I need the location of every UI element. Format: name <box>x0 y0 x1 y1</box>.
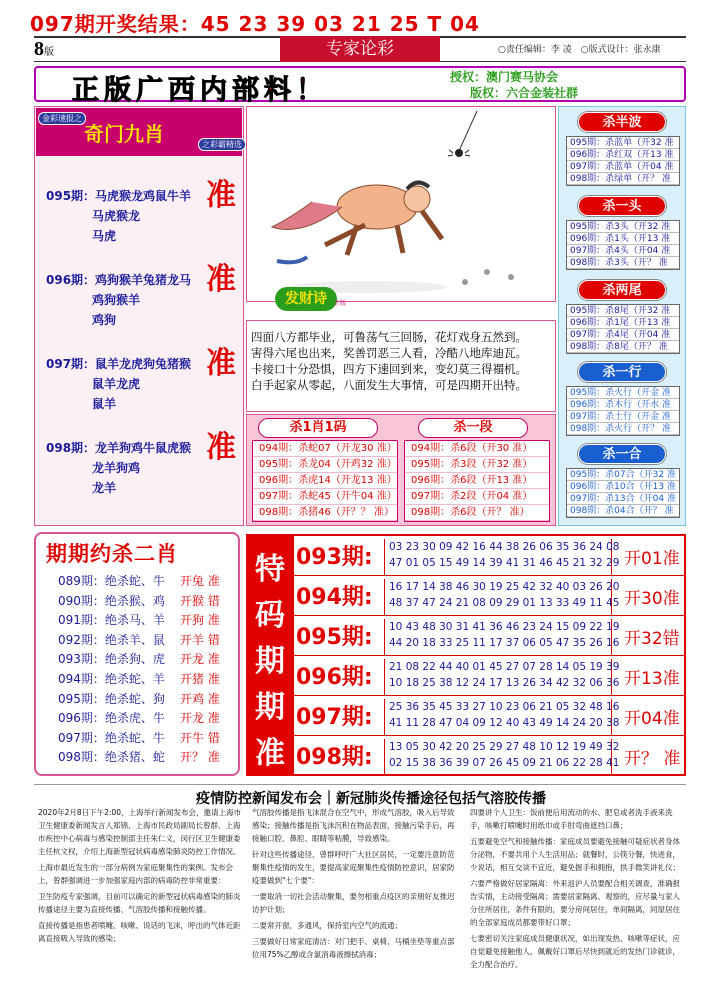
crawling-figure-image <box>247 107 556 302</box>
shaer-row <box>58 572 220 590</box>
tema-numbers-line: 10 18 25 38 12 24 17 13 26 34 42 32 06 36 <box>389 677 620 689</box>
news-paragraph: 一要取消一切社会活动聚集，要勿相重点疫区的亲朋好友推迟访护计划； <box>252 892 455 914</box>
tema-result: 开13准 <box>624 669 680 689</box>
tema-numbers-line: 21 08 22 44 40 01 45 27 07 28 14 05 19 39 <box>389 661 620 673</box>
news-paragraph: 二要常开窗，多通风，保持室内空气的流通； <box>252 921 402 930</box>
right-group-title: 杀半波 <box>578 112 666 132</box>
shaer-row <box>58 748 220 766</box>
qimen-tag-left: 金彩速报之 <box>38 112 86 125</box>
sha2-row: 097期：杀2段（开04 准） <box>405 489 549 505</box>
tema-numbers <box>384 579 620 615</box>
poem-badge: 发财诗 <box>275 287 337 311</box>
tema-row <box>294 656 684 696</box>
poem-line: 卡接口十分恐惧，四方下速回到来，变幻莫三得禤机。 <box>251 362 527 376</box>
qimen-line-2: 鸡狗猴羊 <box>92 293 141 307</box>
credits: ○责任编辑：李 凌 ○版式设计：张永康 <box>498 45 661 55</box>
news-column-3 <box>470 806 682 1002</box>
tema-numbers <box>384 699 620 735</box>
right-group-row: 097期：杀4尾（开04 准 <box>567 329 679 341</box>
sha2-row: 096期：杀6段（开13 准） <box>405 473 549 489</box>
news-paragraph: 直接传播是指患者喷嚏、咳嗽、说话的飞沫，呼出的气体近距离直接吸入导致的感染； <box>38 921 241 943</box>
right-group-list <box>566 304 680 354</box>
news-paragraph: 2020年2月8日下午2:00，上海举行新闻发布会，邀请上海市卫生健康委新闻发言人郑锦、上海市民政局副局长曾群、上海市疾控中心病毒与感染控制部主任朱仁义，闵行区卫生健康委主任杭文权，介绍上海新型冠状病毒感染肺炎防控工作情况。 <box>38 808 241 856</box>
tema-row <box>294 696 684 736</box>
poem-line: 四面八方都毕业，可鲁荡气三回肠，花灯戏身五然到。 <box>251 330 527 344</box>
shaer-result: 开？ 准 <box>180 750 220 765</box>
right-group-title: 杀两尾 <box>578 280 666 300</box>
poem-badge-small: 正版 <box>334 300 347 307</box>
tema-row <box>294 536 684 576</box>
tema-numbers-line: 47 01 05 15 49 14 39 41 31 46 45 21 32 29 <box>389 557 620 569</box>
shaer-row <box>58 729 220 747</box>
sha1-list <box>252 440 398 522</box>
news-paragraph: 七要密切关注家庭成员健康状况，如出现发热、咳嗽等症状，应自觉避免接触他人，佩戴好口罩后尽快到就近的发热门诊就诊，全力配合治疗。 <box>470 934 680 969</box>
right-group-title: 杀一合 <box>578 444 666 464</box>
right-group-row: 095期：杀8尾（开32 准 <box>567 305 679 317</box>
shaer-row <box>58 631 220 649</box>
sha2-row: 095期：杀3段（开32 准） <box>405 457 549 473</box>
right-group-title: 杀一头 <box>578 196 666 216</box>
sha1-row: 098期：杀猪46（开？？ 准） <box>253 505 397 521</box>
edition-num: 8 <box>34 38 44 60</box>
tema-char: 码 <box>255 599 285 632</box>
shaer-label: 096期：绝杀虎、牛 <box>58 711 165 726</box>
qimen-entry <box>46 263 242 330</box>
tema-char: 期 <box>255 645 285 678</box>
right-group-row: 098期：杀04合（开？ 准 <box>567 505 679 517</box>
tema-char: 准 <box>255 737 285 770</box>
tema-period: 093期: <box>296 545 373 570</box>
right-group-row: 095期：杀火行（开金 准 <box>567 387 679 399</box>
shaer-result: 开牛 错 <box>180 730 220 745</box>
tema-numbers-line: 10 43 48 30 31 41 36 46 23 24 15 09 22 19 <box>389 621 620 633</box>
poem-line: 害得六尾也出来，奖善罚恶三人看，冷酷八地库迪瓦。 <box>251 346 527 360</box>
sha2-title: 杀一段 <box>418 418 528 438</box>
column-title: 专家论彩 <box>280 36 440 62</box>
tema-result: 开32错 <box>624 629 680 649</box>
qimen-title: 奇门九肖 <box>84 122 164 146</box>
news-paragraph: 针对这些传播途径，曾群呼吁广大社区居民，一定要注意防范聚集性疫情的发生，要提高家庭聚集性疫情防控意识，居家防疫要做到"七个要"： <box>252 850 455 885</box>
shaer-result: 开猪 准 <box>180 672 220 686</box>
qimen-entry <box>46 431 242 498</box>
sha2-row: 094期：杀6段（开30 准） <box>405 441 549 457</box>
qimen-line-3: 马虎 <box>92 229 117 243</box>
news-paragraph: 卫生防疫专家强调，目前可以确定的新型冠状病毒感染的肺炎传播途径主要为直接传播、气溶胶传播和接触传播。 <box>38 892 241 914</box>
lottery-result-headline: 097期开奖结果：45 23 39 03 21 25 T 04 <box>30 12 480 36</box>
shaer-row <box>58 670 220 688</box>
right-group-row: 095期：杀07合（开32 准 <box>567 469 679 481</box>
shaer-label: 094期：绝杀蛇、羊 <box>58 672 165 686</box>
shaer-row <box>58 592 220 610</box>
tema-result: 开01准 <box>624 549 680 569</box>
sha1-row: 095期：杀龙04（开鸡32 准） <box>253 457 397 473</box>
shaer-label: 097期：绝杀蛇、牛 <box>58 730 165 745</box>
right-group-row: 097期：杀4头（开04 准 <box>567 245 679 257</box>
shaer-label: 098期：绝杀猪、蛇 <box>58 750 165 765</box>
news-paragraph: 六要严格做好居家隔离：外来返沪人员要配合相关调查，准确报告实情，主动接受隔离；需要居家隔离、观察的，应尽量与家人分住所居住，条件有限的，要分房间居住，单间隔离，同屋居住的全部家庭成员都要带好口罩； <box>470 879 680 927</box>
tema-period: 098期: <box>296 745 373 770</box>
right-group-row: 095期：杀蓝单（开32 准 <box>567 137 679 149</box>
shaer-label: 090期：绝杀猴、鸡 <box>58 593 165 608</box>
tema-numbers-line: 03 23 30 09 42 16 44 38 26 06 35 36 24 08 <box>389 541 620 553</box>
news-paragraph: 四要讲个人卫生：饭前便后用流动的水、肥皂或者洗手液来洗手，咳嗽打喷嚏时用纸巾或手肘弯曲遮挡口鼻； <box>470 808 673 830</box>
news-column-2 <box>252 806 460 1002</box>
shaer-result: 开龙 准 <box>180 652 220 667</box>
tema-period: 095期: <box>296 625 373 650</box>
tema-numbers-line: 13 05 30 42 20 25 29 27 48 10 12 19 49 32 <box>389 741 620 753</box>
tema-row <box>294 736 684 776</box>
tema-numbers-line: 41 11 28 47 04 09 12 40 43 49 14 24 20 38 <box>389 717 620 729</box>
right-group-row: 097期：杀蓝单（开04 准 <box>567 161 679 173</box>
shaer-result: 开龙 准 <box>180 711 220 726</box>
tema-numbers-line: 48 37 47 24 21 08 09 29 01 13 33 49 11 45 <box>389 597 620 609</box>
shaer-label: 089期：绝杀蛇、牛 <box>58 574 165 588</box>
news-title: 疫情防控新闻发布会｜新冠肺炎传播途径包括气溶胶传播 <box>196 791 546 807</box>
qimen-line-1: 098期：龙羊狗鸡牛鼠虎猴 <box>46 441 192 455</box>
shaer-label: 093期：绝杀狗、虎 <box>58 652 165 667</box>
poem-line: 白手起家从零起，八面发生大事情，可是四期开出特。 <box>251 378 527 392</box>
qimen-line-3: 鸡狗 <box>92 313 117 327</box>
qimen-entry <box>46 179 242 246</box>
tema-result: 开04准 <box>624 709 680 729</box>
right-group-list <box>566 386 680 436</box>
tema-numbers-line: 16 17 14 38 46 30 19 25 42 32 40 03 26 20 <box>389 581 620 593</box>
right-group-row: 098期：杀火行（开？ 准 <box>567 423 679 435</box>
sha1-row: 097期：杀蛇45（开牛04 准） <box>253 489 397 505</box>
tema-result: 开？ 准 <box>624 749 681 769</box>
qimen-line-1: 096期：鸡狗猴羊兔猪龙马 <box>46 273 192 287</box>
qimen-entry <box>46 347 242 414</box>
news-column-1 <box>38 806 242 1002</box>
right-group-list <box>566 220 680 270</box>
banner-auth-1: 授权：澳门赛马协会 <box>450 70 559 84</box>
right-group-row: 096期：杀10合（开13 准 <box>567 481 679 493</box>
qimen-line-2: 龙羊狗鸡 <box>92 461 141 475</box>
news-paragraph: 上海市最近发生的一部分病例为家庭聚集性的案例。发布会上，曾群强调进一步加强家庭内部的病毒防控非常重要： <box>38 863 233 885</box>
sha1-row: 094期：杀蛇07（开龙30 准） <box>253 441 397 457</box>
banner-title: 正版广西内部料！ <box>72 75 328 105</box>
shaer-result: 开狗 准 <box>180 613 220 628</box>
right-group-row: 096期：杀红双（开13 准 <box>567 149 679 161</box>
qimen-line-3: 鼠羊 <box>92 397 117 411</box>
sha2-list <box>404 440 550 522</box>
right-group-row: 098期：杀3头（开？ 准 <box>567 257 679 269</box>
qimen-line-2: 鼠羊龙虎 <box>92 377 141 391</box>
zhun-mark: 准 <box>206 431 236 464</box>
shaer-row <box>58 650 220 668</box>
tema-numbers <box>384 539 620 575</box>
tema-numbers <box>384 659 620 695</box>
shaer-label: 091期：绝杀马、羊 <box>58 613 165 628</box>
right-group-row: 096期：杀木行（开水 准 <box>567 399 679 411</box>
tema-numbers-line: 25 36 35 45 33 27 10 23 06 21 05 32 48 16 <box>389 701 620 713</box>
shaer-label: 095期：绝杀蛇、狗 <box>58 691 165 706</box>
right-group-list <box>566 136 680 186</box>
shaer-row <box>58 709 220 727</box>
shaer-row <box>58 611 220 629</box>
right-group-row: 097期：杀13合（开04 准 <box>567 493 679 505</box>
shaer-result: 开兔 准 <box>180 574 220 588</box>
qimen-line-2: 马虎猴龙 <box>92 209 141 223</box>
tema-period: 096期: <box>296 665 373 690</box>
shaer-result: 开鸡 准 <box>180 691 220 706</box>
right-group-title: 杀一行 <box>578 362 666 382</box>
qimen-line-3: 龙羊 <box>92 481 117 495</box>
tema-char: 期 <box>255 691 285 724</box>
zhun-mark: 准 <box>206 263 236 296</box>
tema-char: 特 <box>255 553 285 586</box>
news-paragraph: 气溶胶传播是指飞沫混合在空气中，形成气溶胶，吸入后导致感染；接触传播是指飞沫沉积在物品表面，接触污染手后，再接触口腔、鼻腔、眼睛等粘膜，导致感染。 <box>252 808 455 843</box>
tema-row <box>294 576 684 616</box>
right-group-row: 098期：杀绿单（开？ 准 <box>567 173 679 185</box>
right-group-row: 096期：杀1头（开13 准 <box>567 233 679 245</box>
news-paragraph: 三要做好日常家庭清洁：对门把手、桌椅、马桶坐垫等重点部位用75%乙醇或含氯消毒液擦拭消毒； <box>252 937 455 959</box>
right-group-row: 098期：杀8尾（开？ 准 <box>567 341 679 353</box>
shaer-title: 期期约杀二肖 <box>46 542 178 566</box>
tema-numbers <box>384 739 620 775</box>
zhun-mark: 准 <box>206 179 236 212</box>
zhun-mark: 准 <box>206 347 236 380</box>
tema-result: 开30准 <box>624 589 680 609</box>
news-paragraph: 五要避免空气和接触传播：家庭成员要避免接触可疑症状者身体分泌物，不要共用个人生活用品；就餐时，公筷分餐，快进食，少说话，相互交谈不宜近，避免握手和拥抱，拱手微笑讲礼仪； <box>470 837 680 872</box>
shaer-label: 092期：绝杀羊、鼠 <box>58 632 165 647</box>
right-group-row: 095期：杀3头（开32 准 <box>567 221 679 233</box>
shaer-result: 开猴 错 <box>180 593 220 608</box>
sha2-row: 098期：杀6段（开？ 准） <box>405 505 549 521</box>
tema-numbers-line: 44 20 18 33 25 11 17 37 06 05 47 35 26 16 <box>389 637 620 649</box>
right-group-row: 096期：杀1尾（开13 准 <box>567 317 679 329</box>
sha1-row: 096期：杀虎14（开龙13 准） <box>253 473 397 489</box>
tema-period: 097期: <box>296 705 373 730</box>
shaer-row <box>58 690 220 708</box>
qimen-tag-right: 之彩霸精选 <box>198 138 246 151</box>
tema-period: 094期: <box>296 585 373 610</box>
tema-numbers <box>384 619 620 655</box>
sha1-title: 杀1肖1码 <box>258 418 378 438</box>
cartoon-illustration <box>246 106 556 302</box>
right-group-row: 097期：杀土行（开金 准 <box>567 411 679 423</box>
banner-auth-2: 版权：六合金装社群 <box>470 86 579 100</box>
edition-suffix: 版 <box>44 47 54 58</box>
qimen-line-1: 095期：马虎猴龙鸡鼠牛羊 <box>46 189 192 203</box>
poem-box <box>246 320 556 412</box>
right-group-list <box>566 468 680 518</box>
qimen-line-1: 097期：鼠羊龙虎狗兔猪猴 <box>46 357 192 371</box>
shaer-result: 开羊 错 <box>180 632 220 647</box>
tema-numbers-line: 02 15 38 36 39 07 26 45 09 21 06 22 28 41 <box>389 757 620 769</box>
edition-number <box>34 38 54 61</box>
tema-row <box>294 616 684 656</box>
